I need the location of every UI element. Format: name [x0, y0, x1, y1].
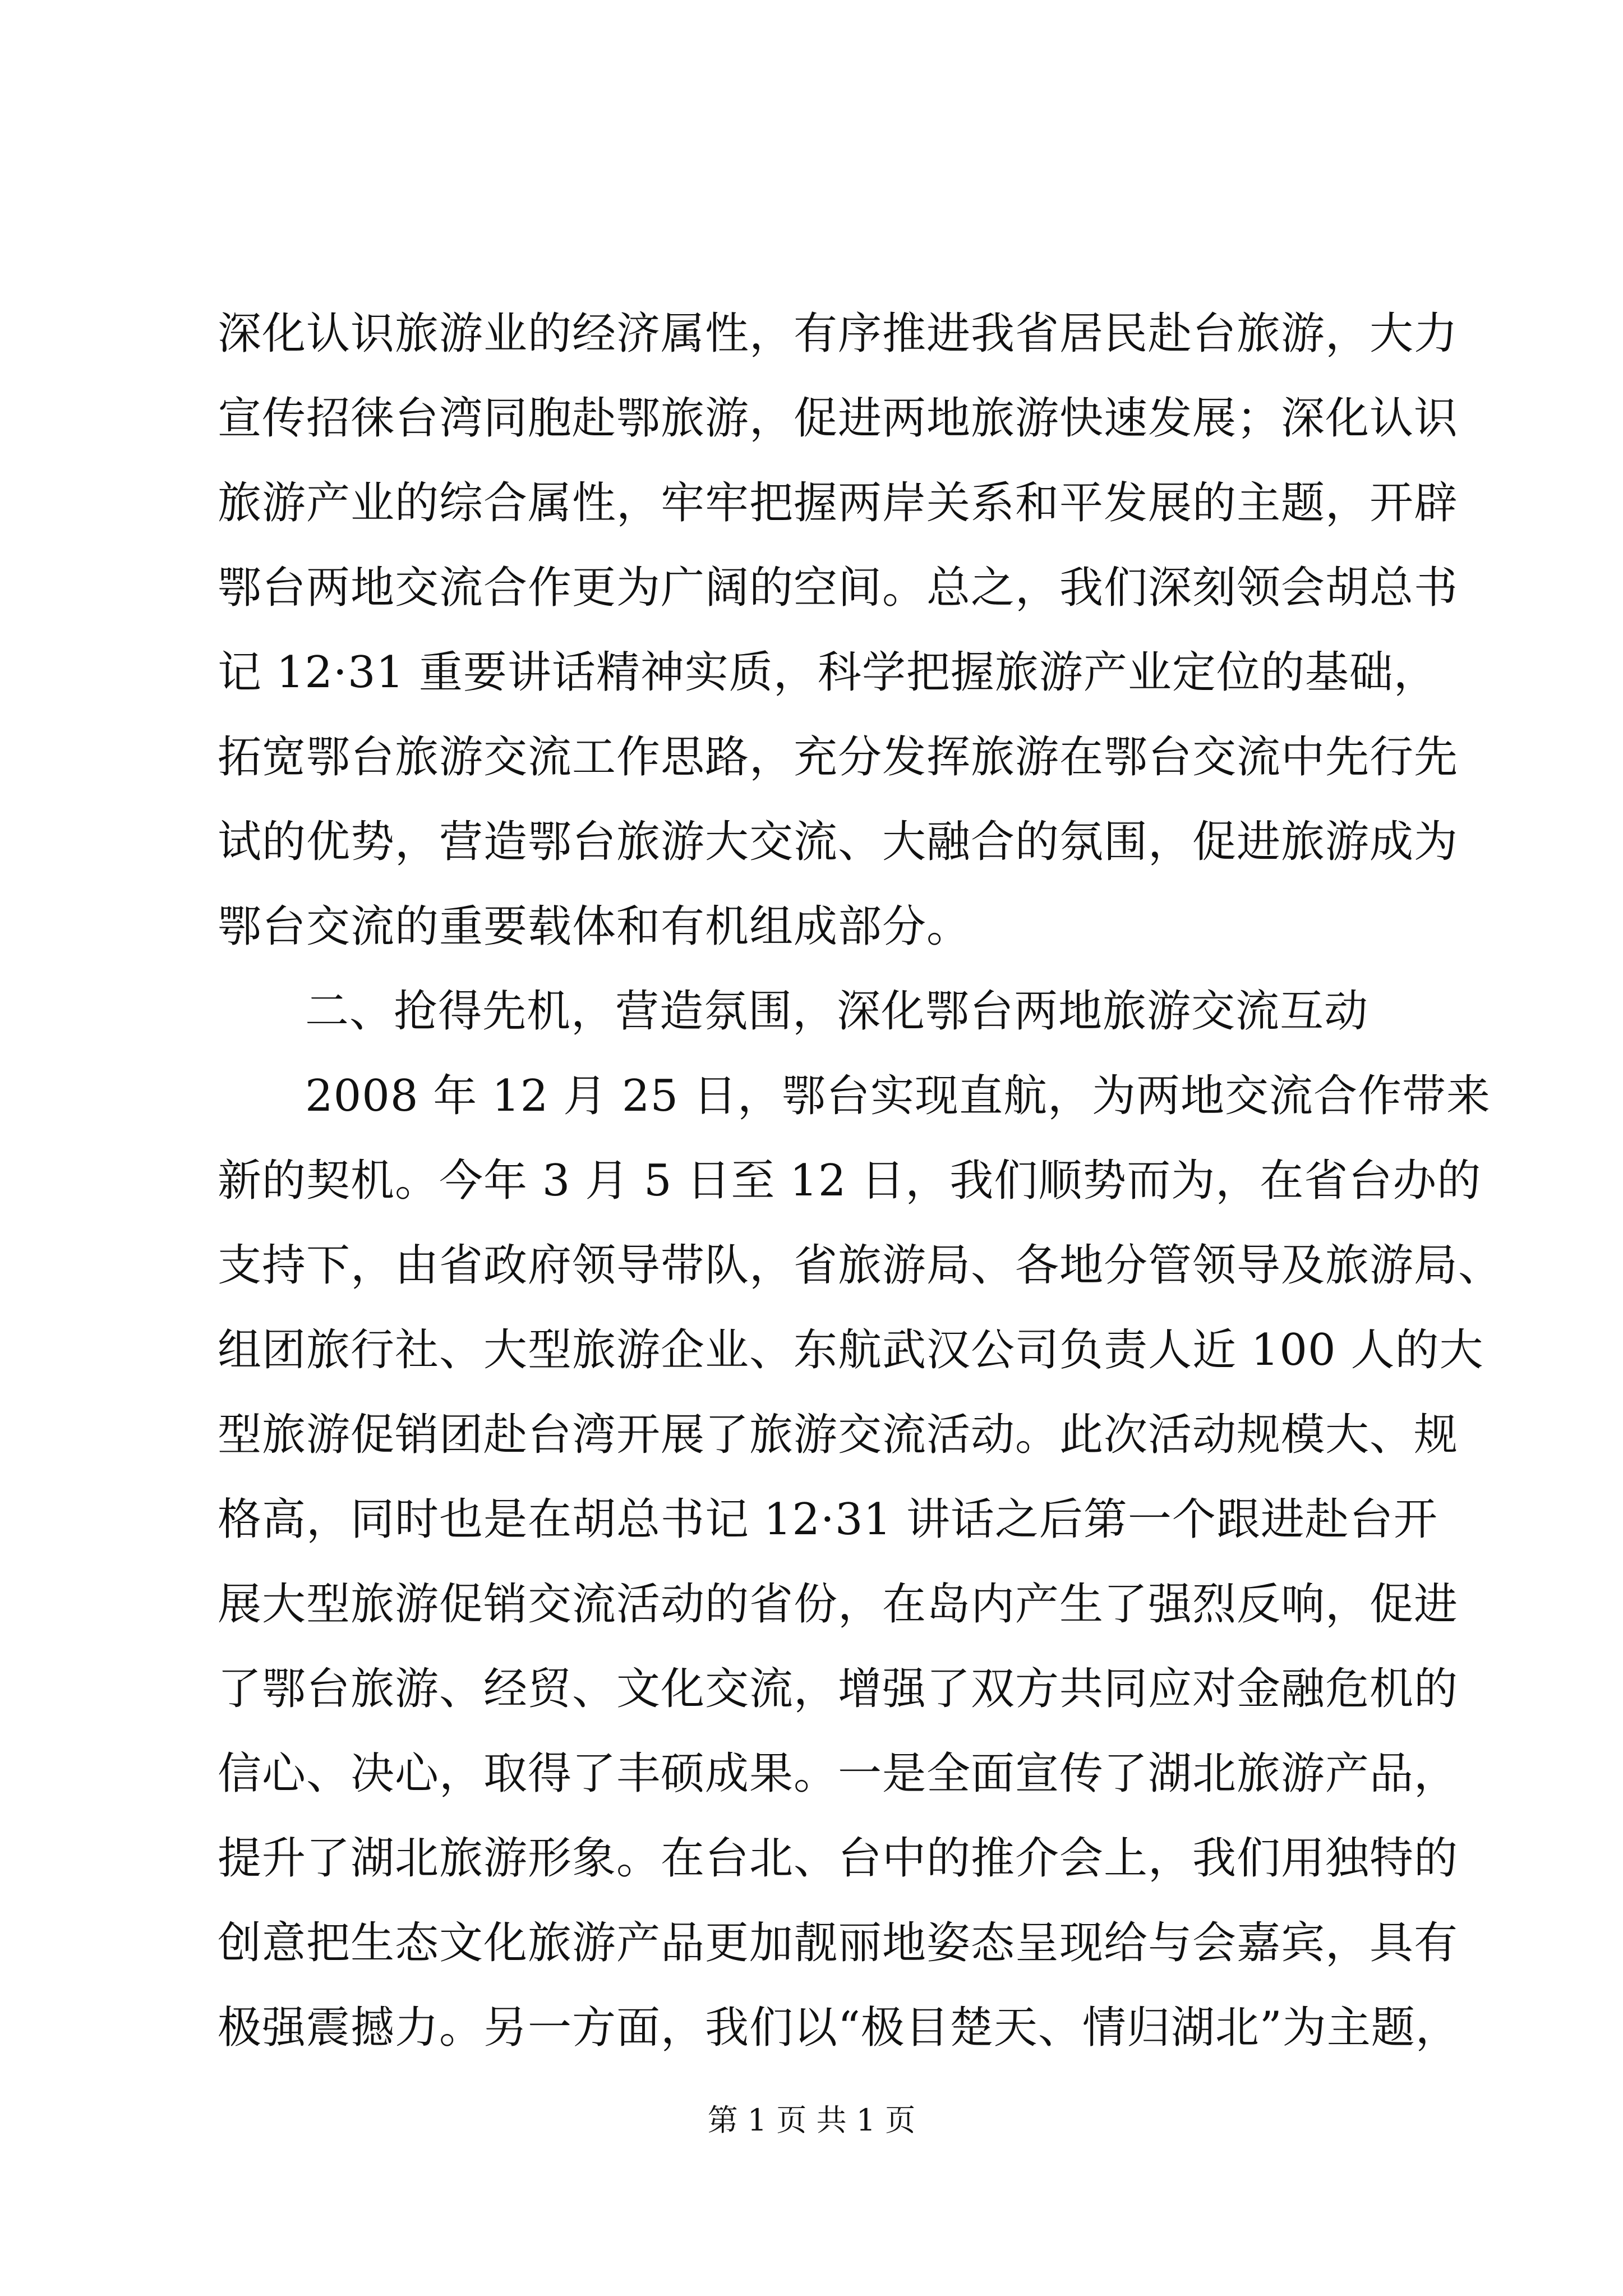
text-line: 创意把生态文化旅游产品更加靓丽地姿态呈现给与会嘉宾，具有 — [218, 1918, 1459, 1968]
section-heading: 二、抢得先机，营造氛围，深化鄂台两地旅游交流互动 — [305, 986, 1369, 1037]
text-line: 格高，同时也是在胡总书记 12·31 讲话之后第一个跟进赴台开 — [218, 1494, 1438, 1545]
text-line: 拓宽鄂台旅游交流工作思路，充分发挥旅游在鄂台交流中先行先 — [218, 732, 1459, 783]
text-line: 宣传招徕台湾同胞赴鄂旅游，促进两地旅游快速发展；深化认识 — [218, 393, 1459, 444]
text-line: 旅游产业的综合属性，牢牢把握两岸关系和平发展的主题，开辟 — [218, 478, 1459, 528]
page-footer: 第 1 页 共 1 页 — [707, 2102, 916, 2138]
text-line: 提升了湖北旅游形象。在台北、台中的推介会上，我们用独特的 — [218, 1833, 1459, 1884]
text-line: 新的契机。今年 3 月 5 日至 12 日，我们顺势而为，在省台办的 — [218, 1156, 1482, 1206]
text-line: 深化认识旅游业的经济属性，有序推进我省居民赴台旅游，大力 — [218, 309, 1459, 359]
text-line: 展大型旅游促销交流活动的省份，在岛内产生了强烈反响，促进 — [218, 1579, 1459, 1630]
text-line: 型旅游促销团赴台湾开展了旅游交流活动。此次活动规模大、规 — [218, 1410, 1459, 1460]
text-line: 支持下，由省政府领导带队，省旅游局、各地分管领导及旅游局、 — [218, 1240, 1503, 1291]
text-line: 鄂台两地交流合作更为广阔的空间。总之，我们深刻领会胡总书 — [218, 563, 1459, 613]
text-line: 组团旅行社、大型旅游企业、东航武汉公司负责人近 100 人的大 — [218, 1325, 1484, 1375]
text-line: 信心、决心，取得了丰硕成果。一是全面宣传了湖北旅游产品， — [218, 1749, 1459, 1799]
text-line: 极强震撼力。另一方面，我们以“极目楚天、情归湖北”为主题， — [218, 2003, 1460, 2053]
text-line: 了鄂台旅游、经贸、文化交流，增强了双方共同应对金融危机的 — [218, 1664, 1459, 1714]
text-line: 记 12·31 重要讲话精神实质，科学把握旅游产业定位的基础， — [218, 647, 1438, 698]
body-text — [218, 292, 1503, 2070]
text-line: 试的优势，营造鄂台旅游大交流、大融合的氛围，促进旅游成为 — [218, 817, 1459, 867]
text-line: 鄂台交流的重要载体和有机组成部分。 — [218, 901, 971, 952]
paragraph-first-line: 2008 年 12 月 25 日，鄂台实现直航，为两地交流合作带来 — [305, 1071, 1491, 1121]
